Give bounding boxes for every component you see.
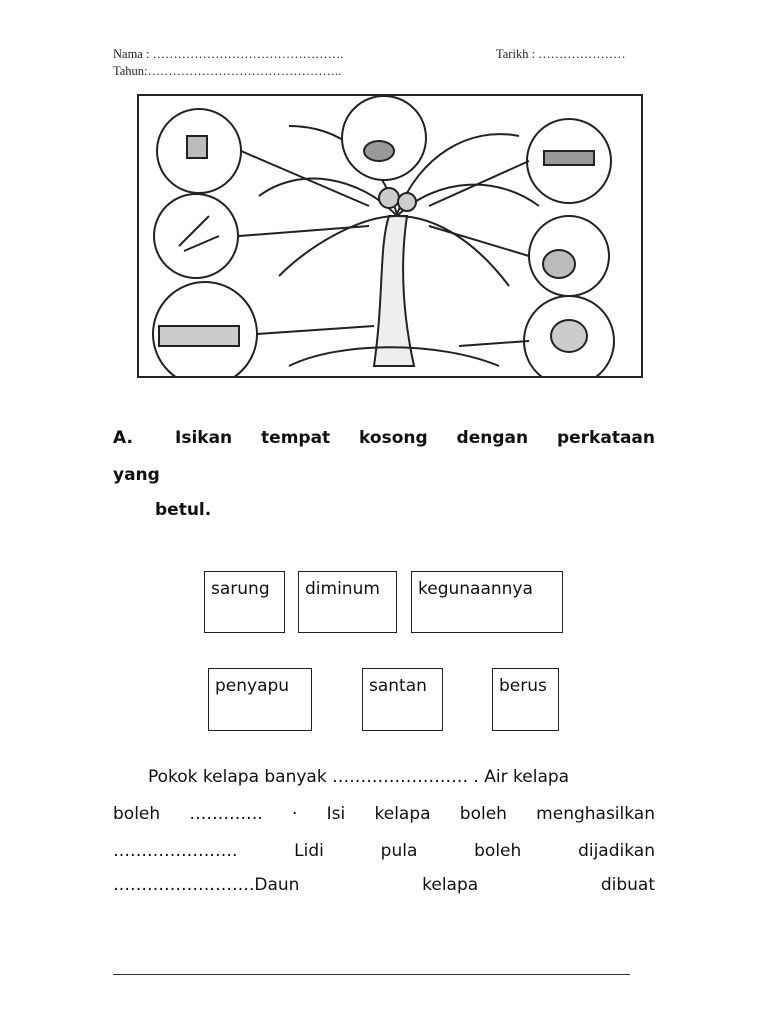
instruction-line xyxy=(175,428,655,448)
text: boleh xyxy=(474,841,522,861)
word-box-santan: santan xyxy=(362,668,443,731)
word-box-kegunaannya: kegunaannya xyxy=(411,571,563,633)
text: Pokok kelapa banyak …………………… . Air kelapa xyxy=(148,767,570,787)
nama-field: Nama : ………………………………………. xyxy=(113,47,344,61)
word-box-diminum: diminum xyxy=(298,571,397,633)
text: …………………….Daun xyxy=(113,875,300,895)
instruction-cont: yang xyxy=(113,465,160,485)
blank: …………………. xyxy=(113,841,238,861)
word: Isikan xyxy=(175,428,233,448)
text: boleh xyxy=(459,804,507,824)
text: kelapa xyxy=(374,804,431,824)
text: · xyxy=(292,804,298,824)
paragraph-line-2 xyxy=(113,804,655,824)
paragraph-line-1 xyxy=(148,767,655,787)
text: menghasilkan xyxy=(536,804,655,824)
word: kosong xyxy=(359,428,428,448)
blank: …………. xyxy=(189,804,263,824)
paragraph-line-4 xyxy=(113,875,655,895)
word: dengan xyxy=(456,428,529,448)
text: dibuat xyxy=(600,875,655,895)
word: perkataan xyxy=(556,428,655,448)
word-box-berus: berus xyxy=(492,668,559,731)
coconut-tree-illustration xyxy=(137,94,643,378)
text: Lidi xyxy=(294,841,324,861)
section-letter: A. xyxy=(113,428,133,448)
text: boleh xyxy=(113,804,161,824)
tahun-field: Tahun:……………………………………….. xyxy=(113,64,342,78)
word-box-penyapu: penyapu xyxy=(208,668,312,731)
word-box-sarung: sarung xyxy=(204,571,285,633)
word: tempat xyxy=(261,428,331,448)
answer-line xyxy=(113,974,630,975)
text: pula xyxy=(380,841,418,861)
text: Isi xyxy=(326,804,346,824)
text: dijadikan xyxy=(578,841,655,861)
instruction-end: betul. xyxy=(155,500,212,520)
text: kelapa xyxy=(422,875,479,895)
paragraph-line-3 xyxy=(113,841,655,861)
tarikh-field: Tarikh : ………………… xyxy=(496,47,626,61)
